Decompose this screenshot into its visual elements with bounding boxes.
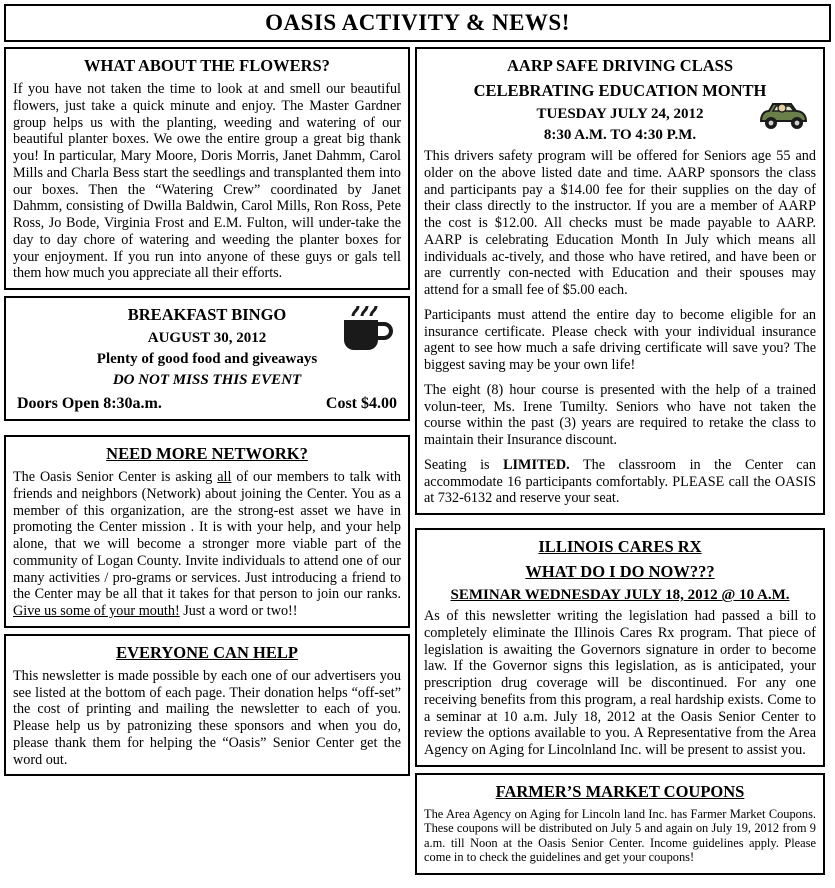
bingo-italic-line: DO NOT MISS THIS EVENT	[112, 372, 302, 388]
aarp-paragraph-1: This drivers safety program will be offered for Seniors age 55 and older on the above listed date and time. AARP sponsors the class and participants pay a $14.00 fee for their supplies on the day of their class directly to the instructor. If you are a member of AARP the cost is $12.00. All checks must be made payable to AARP. AARP is celebrating Education Month In July which means all individuals ac-tively, and those who have retired, and have been or are currently con-nected with Education and their spouses may attend for a small fee of $5.00 each.	[424, 148, 816, 298]
network-underline-callout: Give us some of your mouth!	[13, 603, 180, 619]
bingo-doors-open: Doors Open 8:30a.m.	[17, 395, 162, 412]
aarp-paragraph-2: Participants must attend the entire day to become eligible for an insurance certificate. Please check with your individual insurance agent to see how much a safe driving certificate will save you? The biggest saving may be your own life!	[424, 306, 816, 373]
illinois-heading-1: ILLINOIS CARES RX	[538, 537, 702, 556]
network-article	[4, 435, 410, 628]
aarp-paragraph-3: The eight (8) hour course is presented with the help of a trained volun-teer, Ms. Irene Tumilty. Seniors who have not taken the course within the past (3) years are required to retake the class to maintain their Insurance discount.	[424, 381, 816, 448]
coffee-cup-icon	[338, 302, 396, 365]
flowers-body: If you have not taken the time to look at and smell our beautiful flowers, just take a quick minute and enjoy. The Master Gardner group helps us with the planting, weeding and watering of our beautiful planter boxes. We owe the entire group a great big thank you! In particular, Mary Moore, Doris Morris, Janet Dahmm, Carol Mills and Charla Bess start the seedlings and transplanted them into our boxes. Then the “Watering Crew” coordinated by Janet Dahmm, consisting of Dwilla Baldwin, Carol Mills, Ron Ross, Pete Ross, Jo Bode, Virginia Frost and E.M. Fulton, will under-take the day to day chore of watering and weeding the planter boxes for your enjoyment. If you run into anyone of these guys or gals tell them how much you appreciate all their efforts.	[13, 81, 401, 282]
left-column	[4, 47, 410, 782]
farmers-market-article	[415, 773, 825, 875]
aarp-heading-1: AARP SAFE DRIVING CLASS	[507, 56, 733, 75]
everyone-can-help-article	[4, 634, 410, 777]
everyone-body: This newsletter is made possible by each one of our advertisers you see listed at the bottom of each page. Their donation helps “off-set” the cost of printing and mailing the newsletter to each of you. Please help us by patronizing these sponsors and when you do, please thank them for helping the “Oasis” Senior Center get the word out.	[13, 667, 401, 768]
network-underline-all: all	[217, 469, 232, 485]
aarp-article	[415, 47, 825, 515]
network-body-part3: Just a word or two!!	[179, 603, 298, 619]
aarp-paragraph-4	[424, 457, 816, 507]
aarp-heading-4: 8:30 A.M. TO 4:30 P.M.	[543, 127, 697, 143]
aarp-seating-part1: Seating is	[424, 456, 504, 473]
illinois-heading-2: WHAT DO I DO NOW???	[525, 562, 715, 581]
bingo-details-row	[13, 395, 401, 413]
aarp-seating-limited: LIMITED.	[503, 456, 570, 473]
network-heading: NEED MORE NETWORK?	[106, 444, 308, 463]
network-body-part1: The Oasis Senior Center is asking	[13, 469, 218, 485]
two-column-layout	[4, 47, 831, 881]
farmers-heading: FARMER’S MARKET COUPONS	[495, 781, 745, 801]
aarp-heading-2: CELEBRATING EDUCATION MONTH	[473, 81, 767, 100]
illinois-body: As of this newsletter writing the legislation had passed a bill to completely eliminate the Illinois Cares Rx program. That piece of legislation is awaiting the Governors signature in order to become law. If the Governor signs this legislation, as is anticipated, your prescription drug coverage will be discontinued. For any one receiving benefits from this program, a real hardship exists. Come to a seminar at 10 a.m. July 18, 2012 at the Oasis Senior Center to review the options available to you. A Representative from the Area Agency on Aging for Lincolnland Inc. will be present to assist you.	[424, 608, 816, 758]
breakfast-bingo-article	[4, 296, 410, 421]
illinois-cares-article	[415, 528, 825, 767]
right-column	[415, 47, 825, 881]
flowers-heading: WHAT ABOUT THE FLOWERS?	[84, 56, 330, 75]
flowers-article	[4, 47, 410, 290]
bingo-tagline: Plenty of good food and giveaways	[96, 351, 318, 367]
aarp-heading-3: TUESDAY JULY 24, 2012	[536, 106, 704, 122]
network-body	[13, 469, 401, 620]
network-body-part2: of our members to talk with friends and neighbors (Network) about joining the Center. You as a member of this organization, are the strong-est asset we have in promoting the Center mission . It is with your help, and your help alone, that we will become a stronger more viable part of the community of Logan County. Invite individuals to attend one of our many activities / pro-grams or services. Just introducing a friend to the Center may be all that it takes for that person to join our ranks.	[13, 469, 401, 603]
farmers-body: The Area Agency on Aging for Lincoln land Inc. has Farmer Market Coupons. These coupons will be distributed on July 5 and again on July 19, 2012 from 9 a.m. till Noon at the Oasis Senior Center. Income guidelines apply. Please come in to check the guidelines and get your coupons!	[424, 806, 816, 865]
banner-title: OASIS ACTIVITY & NEWS!	[265, 10, 570, 35]
illinois-heading-3: SEMINAR WEDNESDAY JULY 18, 2012 @ 10 A.M.	[450, 587, 790, 603]
aarp-seating-part2: The classroom in the Center can accommodate 16 participants comfortably. PLEASE call the OASIS at 732-6132 and reserve your seat.	[424, 456, 816, 507]
car-icon	[753, 95, 813, 140]
everyone-heading: EVERYONE CAN HELP	[116, 642, 298, 662]
newsletter-banner	[4, 4, 831, 42]
bingo-cost: Cost $4.00	[325, 395, 397, 412]
bingo-heading: BREAKFAST BINGO	[127, 305, 287, 324]
bingo-date: AUGUST 30, 2012	[147, 330, 267, 346]
